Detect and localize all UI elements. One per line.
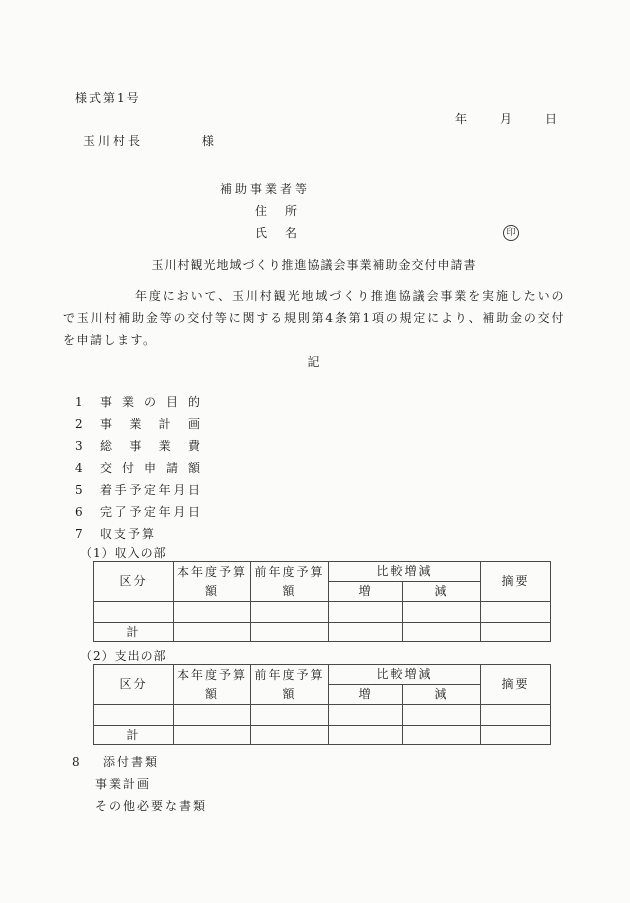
blank-cell: [481, 623, 551, 642]
date-year-label: 年: [454, 112, 467, 126]
col-header-current-year: [174, 665, 251, 705]
attachment-item: その他必要な書類: [95, 799, 208, 813]
blank-cell: [174, 726, 251, 745]
item-number: 7: [75, 527, 83, 541]
col-header-current-year-label: 本年度予算額: [176, 667, 247, 701]
blank-cell: [329, 623, 403, 642]
attachments-section: [63, 751, 565, 817]
blank-cell: [174, 602, 251, 623]
item-label: 事業計画: [100, 417, 200, 431]
col-header-decrease: 減: [403, 582, 481, 602]
income-total-row: [94, 623, 551, 642]
item-number: 1: [75, 395, 83, 409]
list-item: [75, 413, 565, 435]
blank-cell: [174, 623, 251, 642]
list-item: [75, 501, 565, 523]
expense-table: [93, 664, 551, 745]
attachments-heading-line: [72, 751, 565, 773]
col-header-comparison: 比較増減: [329, 665, 481, 685]
applicant-block: [63, 183, 565, 239]
seal-text: 印: [506, 228, 516, 238]
applicant-heading: 補助事業者等: [220, 182, 311, 196]
item-number: 6: [75, 505, 83, 519]
blank-cell: [481, 726, 551, 745]
blank-cell: [403, 623, 481, 642]
item-label: 事業の目的: [100, 395, 200, 409]
item-number: 3: [75, 439, 83, 453]
item-number: 5: [75, 483, 83, 497]
col-header-decrease: 減: [403, 685, 481, 705]
item-number: 4: [75, 461, 83, 475]
attachments-heading: 添付書類: [103, 755, 160, 769]
blank-cell: [251, 705, 329, 726]
body-paragraph: 年度において、玉川村観光地域づくり推進協議会事業を実施したいので玉川村補助金等の交付等に関する規則第4条第1項の規定により、補助金の交付を申請します。: [63, 289, 565, 347]
form-number: 様式第1号: [75, 91, 141, 105]
name-label: 氏 名: [255, 226, 301, 240]
col-header-comparison: 比較増減: [329, 562, 481, 582]
address-label: 住 所: [255, 204, 301, 218]
date-day-label: 日: [544, 112, 557, 126]
date-month-label: 月: [499, 112, 512, 126]
col-header-previous-year: [251, 562, 329, 602]
blank-cell: [251, 623, 329, 642]
col-header-increase: 増: [329, 685, 403, 705]
income-section-heading: （1）収入の部: [80, 546, 167, 560]
blank-cell: [94, 602, 174, 623]
blank-cell: [94, 705, 174, 726]
col-header-remarks: 摘要: [481, 562, 551, 602]
total-row-label: 計: [94, 623, 174, 642]
blank-cell: [403, 705, 481, 726]
blank-cell: [403, 726, 481, 745]
applicant-address-row: [255, 205, 565, 217]
income-table: [93, 561, 551, 642]
col-header-current-year-label: 本年度予算額: [176, 564, 247, 598]
numbered-item-list: [75, 391, 565, 545]
col-header-previous-year-label: 前年度予算額: [254, 564, 325, 598]
item-label: 収支予算: [100, 527, 157, 541]
list-item: [75, 523, 565, 545]
total-row-label: 計: [94, 726, 174, 745]
blank-cell: [481, 602, 551, 623]
blank-cell: [251, 602, 329, 623]
list-item: [75, 457, 565, 479]
list-item: [75, 391, 565, 413]
blank-cell: [403, 602, 481, 623]
addressee-line: [83, 135, 565, 147]
addressee-honorific: 様: [201, 134, 217, 148]
col-header-category: 区分: [94, 562, 174, 602]
col-header-previous-year-label: 前年度予算額: [254, 667, 325, 701]
attachment-item: 事業計画: [95, 777, 152, 791]
expense-total-row: [94, 726, 551, 745]
col-header-remarks: 摘要: [481, 665, 551, 705]
date-line: [63, 113, 565, 125]
item-label: 交付申請額: [100, 461, 200, 475]
expense-blank-row: [94, 705, 551, 726]
blank-cell: [329, 726, 403, 745]
blank-cell: [481, 705, 551, 726]
blank-cell: [329, 602, 403, 623]
list-item: [75, 435, 565, 457]
document-title: 玉川村観光地域づくり推進協議会事業補助金交付申請書: [151, 258, 477, 272]
col-header-increase: 増: [329, 582, 403, 602]
blank-cell: [329, 705, 403, 726]
expense-section-heading: （2）支出の部: [80, 649, 167, 663]
col-header-previous-year: [251, 665, 329, 705]
record-marker: 記: [307, 355, 321, 369]
blank-cell: [251, 726, 329, 745]
seal-mark-icon: [503, 225, 519, 241]
item-label: 総事業費: [100, 439, 200, 453]
attachments-number: 8: [72, 755, 82, 769]
list-item: [75, 479, 565, 501]
blank-cell: [174, 705, 251, 726]
col-header-current-year: [174, 562, 251, 602]
item-number: 2: [75, 417, 83, 431]
addressee-name: 玉川村長: [83, 134, 144, 148]
col-header-category: 区分: [94, 665, 174, 705]
item-label: 着手予定年月日: [100, 483, 200, 497]
applicant-name-row: [255, 227, 565, 239]
income-blank-row: [94, 602, 551, 623]
item-label: 完了予定年月日: [100, 505, 200, 519]
